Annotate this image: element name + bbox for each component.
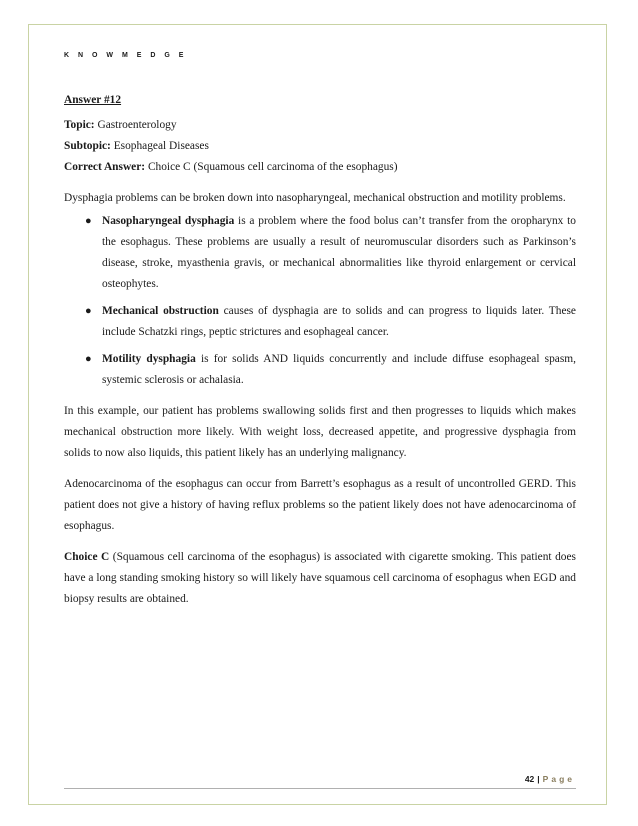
adenocarcinoma-paragraph: Adenocarcinoma of the esophagus can occur from Barrett’s esophagus as a result of uncontrolled GERD. This patient does not give a history of having reflux problems so the patient likely does not have adenocarcinoma of esophagus. [64,478,576,532]
page-header: K N O W M E D G E [64,52,187,59]
list-item [64,211,576,295]
choice-c-text: (Squamous cell carcinoma of the esophagus) is associated with cigarette smoking. This patient does have a long standing smoking history so will likely have squamous cell carcinoma of esophagus when EGD and biopsy results are obtained. [64,551,576,605]
correct-answer-value: Choice C (Squamous cell carcinoma of the esophagus) [147,161,398,173]
topic-value: Gastroenterology [97,119,177,131]
footer-separator: | [537,774,540,784]
bullet-icon: ● [85,353,92,365]
dysphagia-list [64,211,576,391]
list-item-term: Mechanical obstruction [102,305,219,317]
page-number: 42 [524,774,535,784]
list-item-term: Nasopharyngeal dysphagia [102,215,235,227]
subtopic-label: Subtopic: [64,140,111,152]
subtopic-line [64,136,576,157]
bullet-icon: ● [85,305,92,317]
page-footer [525,774,575,784]
page-label: Page [542,774,575,784]
choice-c-term: Choice C [64,551,110,563]
intro-paragraph: Dysphagia problems can be broken down into nasopharyngeal, mechanical obstruction and motility problems. [64,192,566,204]
example-paragraph: In this example, our patient has problems swallowing solids first and then progresses to liquids which makes mechanical obstruction more likely. With weight loss, decreased appetite, and progressive dysphagia from solids to now also liquids, this patient likely has an underlying malignancy. [64,405,576,459]
document-content [64,90,576,620]
list-item-term: Motility dysphagia [102,353,196,365]
list-item [64,349,576,391]
list-item [64,301,576,343]
bullet-icon: ● [85,215,92,227]
list-item-text: is a problem where the food bolus can’t transfer from the oropharynx to the esophagus. These problems are usually a result of neuromuscular disorders such as Parkinson’s disease, stroke, myasthenia gravis, or mechanical abnormalities like thyroid enlargement or cervical osteophytes. [102,215,576,290]
correct-answer-line [64,157,576,178]
topic-line [64,115,576,136]
list-item-text: causes of dysphagia are to solids and can progress to liquids later. These include Schatzki rings, peptic strictures and esophageal cancer. [102,305,576,338]
choice-c-paragraph [64,547,576,610]
answer-title: Answer #12 [64,94,122,106]
correct-answer-label: Correct Answer: [64,161,146,173]
footer-rule [64,788,576,789]
list-item-text: is for solids AND liquids concurrently and include diffuse esophageal spasm, systemic sclerosis or achalasia. [102,353,576,386]
subtopic-value: Esophageal Diseases [113,140,209,152]
topic-label: Topic: [64,119,95,131]
